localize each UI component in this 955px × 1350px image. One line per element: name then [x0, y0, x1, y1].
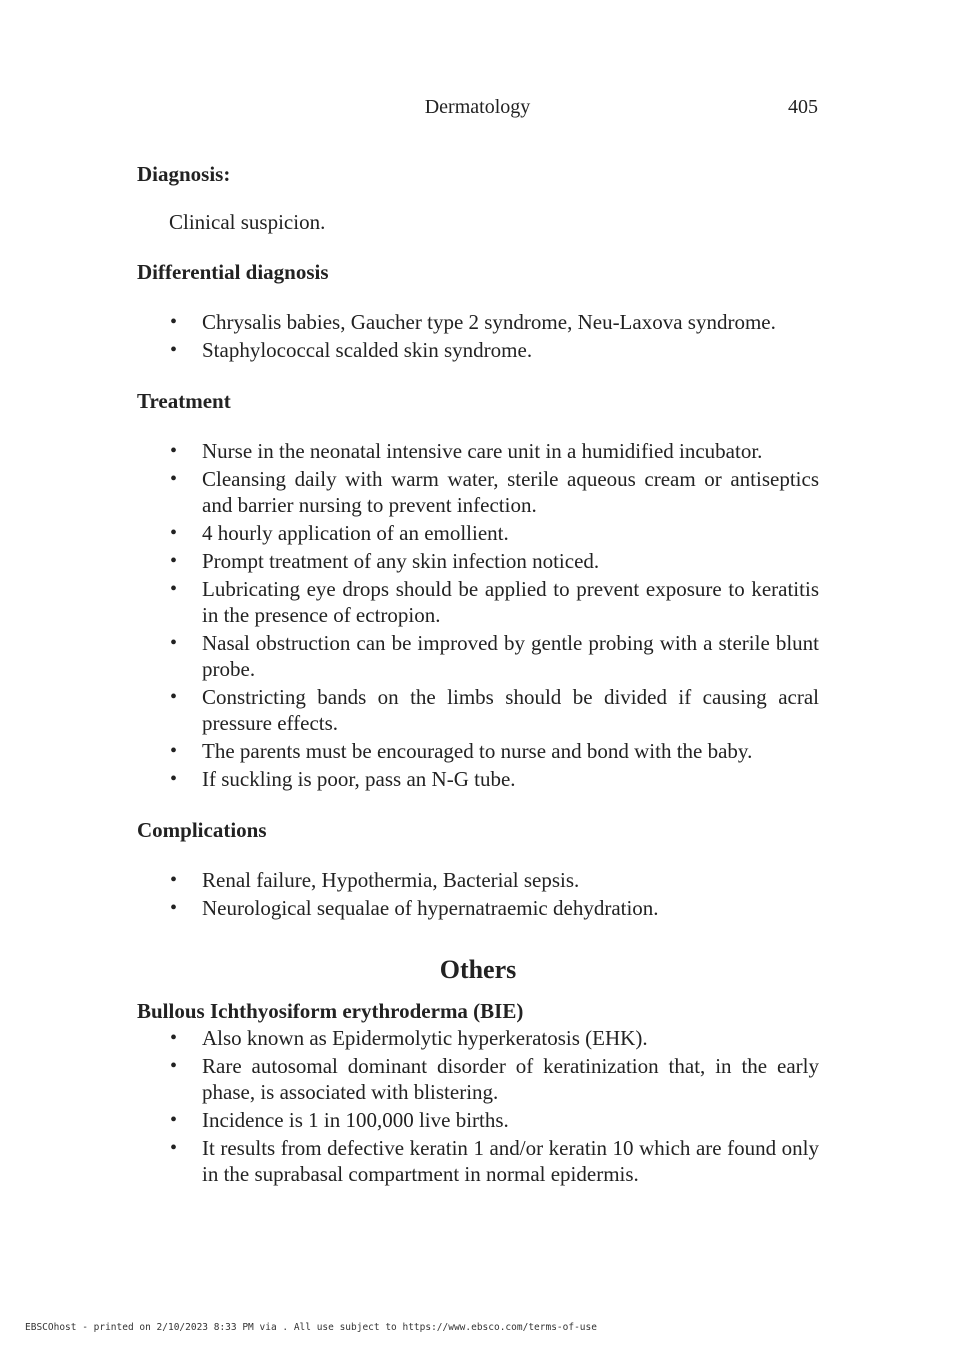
treatment-heading: Treatment [137, 389, 231, 413]
treatment-list [137, 438, 819, 792]
list-item: • Incidence is 1 in 100,000 live births. [137, 1107, 819, 1133]
bie-list [137, 1025, 819, 1187]
list-item: • Prompt treatment of any skin infection noticed. [137, 548, 819, 574]
diagnosis-text: Clinical suspicion. [169, 210, 326, 234]
complications-list [137, 867, 819, 921]
list-item: • Neurological sequalae of hypernatraemic dehydration. [137, 895, 819, 921]
list-item: • Staphylococcal scalded skin syndrome. [137, 337, 819, 363]
list-item: • Rare autosomal dominant disorder of keratinization that, in the early phase, is associated with blistering. [137, 1053, 819, 1105]
list-item: • 4 hourly application of an emollient. [137, 520, 819, 546]
list-item: • Nurse in the neonatal intensive care unit in a humidified incubator. [137, 438, 819, 464]
ebsco-footer-notice: EBSCOhost - printed on 2/10/2023 8:33 PM via . All use subject to https://www.ebsco.com/terms-of-use [25, 1322, 597, 1333]
list-item: • Constricting bands on the limbs should be divided if causing acral pressure effects. [137, 684, 819, 736]
bie-heading: Bullous Ichthyosiform erythroderma (BIE) [137, 999, 524, 1023]
list-item: • If suckling is poor, pass an N-G tube. [137, 766, 819, 792]
others-title: Others [439, 955, 517, 984]
diagnosis-heading: Diagnosis: [137, 162, 231, 186]
complications-heading: Complications [137, 818, 267, 842]
list-item: • Chrysalis babies, Gaucher type 2 syndrome, Neu-Laxova syndrome. [137, 309, 819, 335]
list-item: • Cleansing daily with warm water, sterile aqueous cream or antiseptics and barrier nursing to prevent infection. [137, 466, 819, 518]
list-item: • Also known as Epidermolytic hyperkeratosis (EHK). [137, 1025, 819, 1051]
list-item: • Nasal obstruction can be improved by gentle probing with a sterile blunt probe. [137, 630, 819, 682]
page-number: 405 [788, 96, 818, 118]
differential-diagnosis-heading: Differential diagnosis [137, 260, 329, 284]
list-item: • It results from defective keratin 1 and/or keratin 10 which are found only in the suprabasal compartment in normal epidermis. [137, 1135, 819, 1187]
differential-diagnosis-list [137, 309, 819, 363]
page-content [137, 160, 819, 1189]
running-header-title: Dermatology [424, 96, 531, 118]
list-item: • The parents must be encouraged to nurse and bond with the baby. [137, 738, 819, 764]
list-item: • Lubricating eye drops should be applied to prevent exposure to keratitis in the presence of ectropion. [137, 576, 819, 628]
list-item: • Renal failure, Hypothermia, Bacterial sepsis. [137, 867, 819, 893]
